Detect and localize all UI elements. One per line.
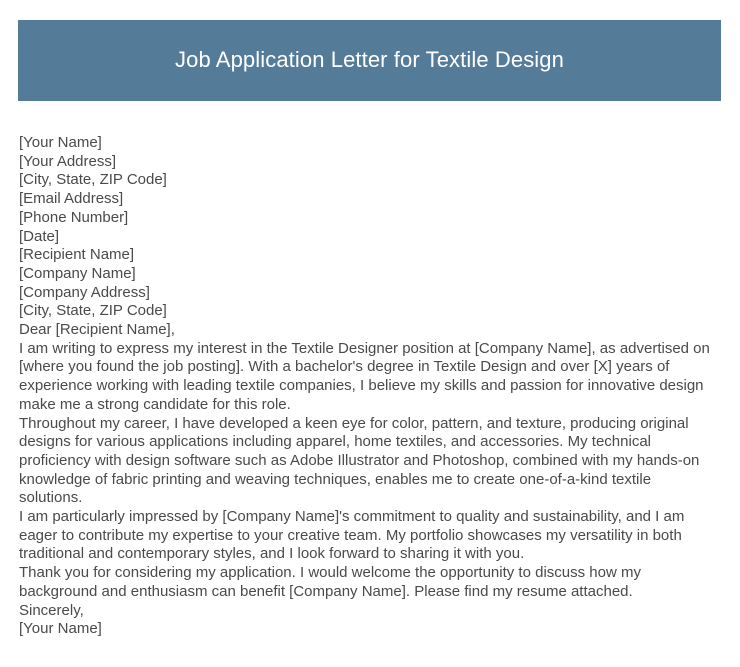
recipient-line-company-address: [Company Address] [19,283,150,301]
body-paragraph-3: I am particularly impressed by [Company Name]'s commitment to quality and sustainability, and I am eager to contribute my expertise to your creative team. My portfolio showcases my versatility in both traditional and contemporary styles, and I look forward to sharing it with you. [19,508,685,563]
body-paragraph-4: Thank you for considering my application. I would welcome the opportunity to discuss how my background and enthusiasm can benefit [Company Name]. Please find my resume attached. [19,564,641,600]
sender-line-name: [Your Name] [19,134,102,151]
recipient-address-block [19,246,718,321]
sender-line-city-state-zip: [City, State, ZIP Code] [19,171,167,189]
letter-body [19,134,718,639]
closing-salutation: Sincerely, [19,601,84,619]
recipient-line-company: [Company Name] [19,264,136,282]
recipient-line-name: [Recipient Name] [19,246,135,264]
sender-line-address: [Your Address] [19,152,117,170]
recipient-line-city-state-zip: [City, State, ZIP Code] [19,302,167,320]
body-paragraph-1: I am writing to express my interest in the Textile Designer position at [Company Name], as advertised on [where you found the job posting]. With a bachelor's degree in Textile Design and over [X] years of experience working with leading textile companies, I believe my skills and passion for innovative design make me a strong candidate for this role. [19,339,710,413]
document-header-banner [18,20,721,101]
page-title: Job Application Letter for Textile Design [175,47,564,73]
salutation: Dear [Recipient Name], [19,321,175,339]
sender-line-email: [Email Address] [19,190,124,208]
signature-name: [Your Name] [19,620,102,638]
body-paragraph-2: Throughout my career, I have developed a keen eye for color, pattern, and texture, producing original designs for various applications including apparel, home textiles, and accessories. My technical proficiency with design software such as Adobe Illustrator and Photoshop, combined with my hands-on knowledge of fabric printing and weaving techniques, enables me to create one-of-a-kind textile solutions. [19,414,700,507]
sender-line-date: [Date] [19,227,60,245]
sender-line-phone: [Phone Number] [19,208,129,226]
sender-address-block [19,134,718,246]
